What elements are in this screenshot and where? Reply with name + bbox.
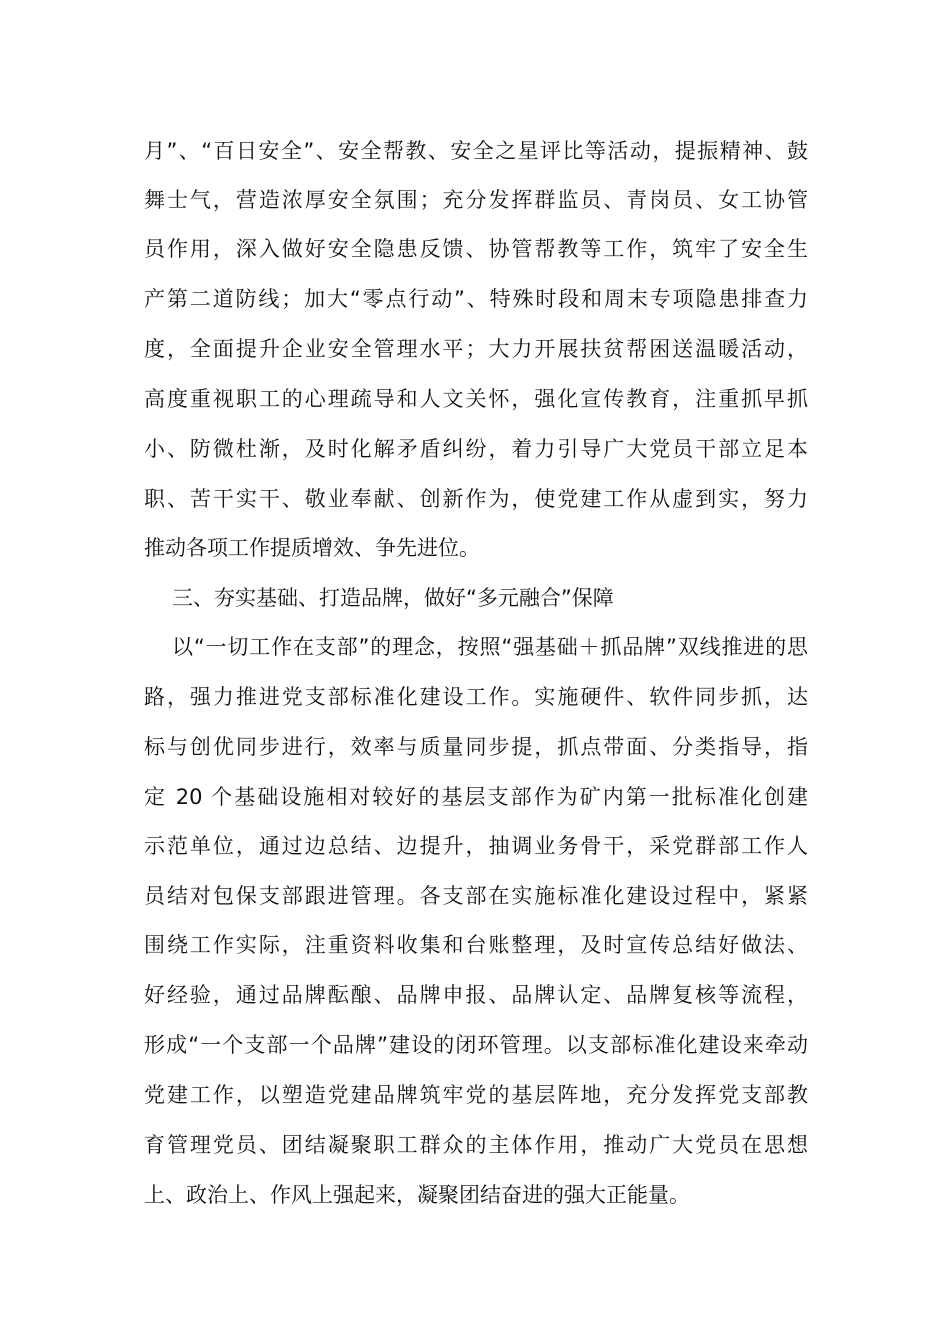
paragraph-line: 度，全面提升企业安全管理水平；大力开展扶贫帮困送温暖活动， [144, 337, 808, 361]
paragraph-line: 路，强力推进党支部标准化建设工作。实施硬件、软件同步抓，达 [144, 685, 808, 709]
paragraph-line: 以“一切工作在支部”的理念，按照“强基础＋抓品牌”双线推进的思 [172, 635, 808, 659]
paragraph-line: 小、防微杜渐，及时化解矛盾纠纷，着力引导广大党员干部立足本 [144, 437, 808, 461]
paragraph-line: 围绕工作实际，注重资料收集和台账整理，及时宣传总结好做法、 [144, 933, 808, 957]
paragraph-line: 好经验，通过品牌酝酿、品牌申报、品牌认定、品牌复核等流程， [144, 983, 808, 1007]
paragraph-line: 员作用，深入做好安全隐患反馈、协管帮教等工作，筑牢了安全生 [144, 237, 808, 261]
paragraph-line: 职、苦干实干、敬业奉献、创新作为，使党建工作从虚到实，努力 [144, 487, 808, 511]
paragraph-line: 员结对包保支部跟进管理。各支部在实施标准化建设过程中，紧紧 [144, 884, 808, 908]
paragraph-line: 产第二道防线；加大“零点行动”、特殊时段和周末专项隐患排查力 [144, 287, 808, 311]
paragraph-line: 上、政治上、作风上强起来，凝聚团结奋进的强大正能量。 [144, 1183, 690, 1207]
paragraph-line: 月”、“百日安全”、安全帮教、安全之星评比等活动，提振精神、鼓 [144, 139, 808, 163]
paragraph-line: 推动各项工作提质增效、争先进位。 [144, 536, 480, 560]
paragraph-line: 形成“一个支部一个品牌”建设的闭环管理。以支部标准化建设来牵动 [144, 1033, 808, 1057]
paragraph-line: 党建工作，以塑造党建品牌筑牢党的基层阵地，充分发挥党支部教 [144, 1083, 808, 1107]
section-heading: 三、夯实基础、打造品牌，做好“多元融合”保障 [172, 586, 614, 610]
paragraph-line: 标与创优同步进行，效率与质量同步提，抓点带面、分类指导，指 [144, 735, 808, 759]
paragraph-line: 定 20 个基础设施相对较好的基层支部作为矿内第一批标准化创建 [144, 785, 808, 809]
paragraph-line: 育管理党员、团结凝聚职工群众的主体作用，推动广大党员在思想 [144, 1133, 808, 1157]
paragraph-line: 舞士气，营造浓厚安全氛围；充分发挥群监员、青岗员、女工协管 [144, 188, 808, 212]
paragraph-line: 高度重视职工的心理疏导和人文关怀，强化宣传教育，注重抓早抓 [144, 387, 808, 411]
paragraph-line: 示范单位，通过边总结、边提升，抽调业务骨干，采党群部工作人 [144, 834, 808, 858]
